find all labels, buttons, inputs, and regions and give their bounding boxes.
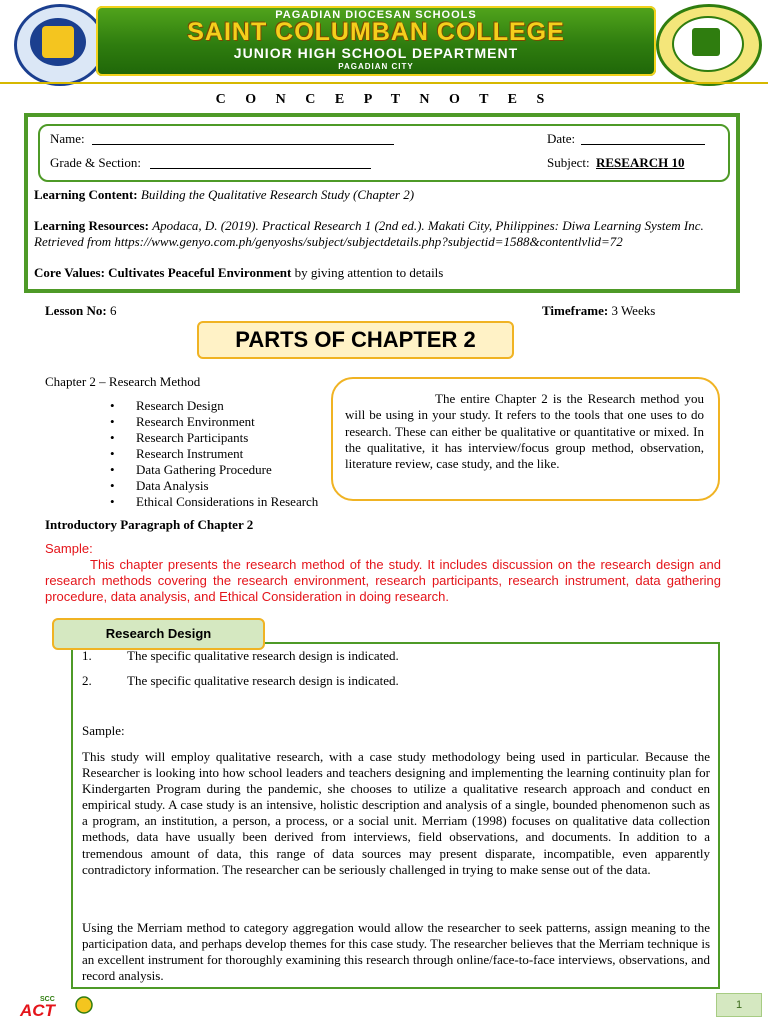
header-divider (0, 82, 768, 84)
date-label: Date: (547, 131, 576, 146)
subject-label: Subject: (547, 155, 590, 170)
item-2-number: 2. (82, 673, 92, 688)
callout-text: The entire Chapter 2 is the Research method you will be using in your study. It refers to the tools that one uses to do research. These can either be qualitative or quantitative or mixed. In the qualitative, it has interview/focus group method, observation, literature review, case study, and the like. (345, 391, 704, 472)
learning-resources-label: Learning Resources: (34, 218, 149, 233)
timeframe-value: 3 Weeks (611, 303, 656, 318)
date-field[interactable] (581, 130, 705, 145)
list-item: • Ethical Considerations in Research (110, 494, 350, 510)
subject-value: RESEARCH 10 (596, 155, 685, 170)
learning-content (34, 187, 734, 203)
core-values-rest: by giving attention to details (291, 265, 444, 280)
list-item: • Data Gathering Procedure (110, 462, 350, 478)
core-values-label: Core Values: (34, 265, 105, 280)
core-values (34, 265, 734, 281)
section-title: PARTS OF CHAPTER 2 (197, 321, 514, 359)
intro-heading: Introductory Paragraph of Chapter 2 (45, 517, 254, 532)
sample-label: Sample: (45, 541, 93, 556)
header-city: PAGADIAN CITY (338, 62, 414, 71)
chapter-heading: Chapter 2 – Research Method (45, 374, 201, 389)
learning-resources (34, 218, 726, 250)
rd-sample-label: Sample: (82, 723, 125, 738)
rd-paragraph-2: Using the Merriam method to category aggregation would allow the researcher to seek patterns, assign meaning to the participation data, and perhaps develop themes for this case study. The researcher believes that the Merriam technique is an excellent instrument for thoroughly examining this research through online/face-to-face interviews, observations, and record analysis. (82, 920, 710, 984)
page-number: 1 (716, 993, 762, 1017)
core-values-bold: Cultivates Peaceful Environment (108, 265, 292, 280)
header-diocesan: PAGADIAN DIOCESAN SCHOOLS (275, 9, 477, 21)
lesson-value: 6 (110, 303, 117, 318)
item-1-number: 1. (82, 648, 92, 663)
logo-act: ACT (20, 1001, 55, 1020)
list-item: • Data Analysis (110, 478, 350, 494)
item-1-text: The specific qualitative research design is indicated. (127, 648, 399, 663)
research-design-tab: Research Design (52, 618, 265, 650)
learning-resources-value: Apodaca, D. (2019). Practical Research 1 (2nd ed.). Makati City, Philippines: Diwa Learning System Inc. Retrieved from https://www.genyo.com.ph/genyoshs/subject/subjectdetails.php?subjectid=1588&contentlvlid=72 (34, 218, 704, 249)
list-item: • Research Instrument (110, 446, 350, 462)
lesson-label: Lesson No: (45, 303, 107, 318)
grade-section-label: Grade & Section: (50, 155, 141, 170)
grade-section-field[interactable] (150, 154, 371, 169)
item-2-text: The specific qualitative research design is indicated. (127, 673, 399, 688)
header-school-name: SAINT COLUMBAN COLLEGE (187, 18, 565, 46)
logo-scc: SCC (40, 996, 55, 1003)
timeframe-label: Timeframe: (542, 303, 609, 318)
learning-content-label: Learning Content: (34, 187, 138, 202)
seal-left-shield-icon (42, 26, 74, 58)
learning-content-value: Building the Qualitative Research Study (Chapter 2) (140, 187, 415, 202)
header-department: JUNIOR HIGH SCHOOL DEPARTMENT (233, 45, 519, 61)
list-item: • Research Environment (110, 414, 350, 430)
sample-paragraph: This chapter presents the research method of the study. It includes discussion on the research design and research methods covering the research environment, research participants, research instrument, data gathering procedure, data analysis, and Ethical Consideration in doing research. (45, 557, 721, 604)
list-item: • Research Participants (110, 430, 350, 446)
act-logo-icon (16, 994, 96, 1020)
rd-paragraph-1: This study will employ qualitative research, with a case study methodology being used in particular. Because the Researcher is looking into how school leaders and teachers designing and implementing the learning continuity plan for Kindergarten Program during the pandemic, she chooses to utilize a qualitative research approach and conduct en empirical study. A case study is an intensive, holistic description and analysis of a single, bounded phenomenon such as a program, an institution, a person, a process, or a social unit. Merriam (1998) focuses on qualitative data collection methods, data have usually been derived from interviews, field observations, and documents. In addition to a tremendous amount of data, this range of data sources may present disparate, incompatible, even apparently contradictory information. The researcher can be seriously challenged in trying to make sense out of the data. (82, 749, 710, 877)
timeframe (542, 303, 655, 319)
name-label: Name: (50, 131, 85, 146)
seal-right-cross-icon (692, 28, 720, 56)
lesson-number (45, 303, 117, 319)
name-field[interactable] (92, 130, 394, 145)
page-title: C O N C E P T N O T E S (215, 92, 553, 107)
list-item: • Research Design (110, 398, 350, 414)
research-method-list (110, 398, 350, 510)
